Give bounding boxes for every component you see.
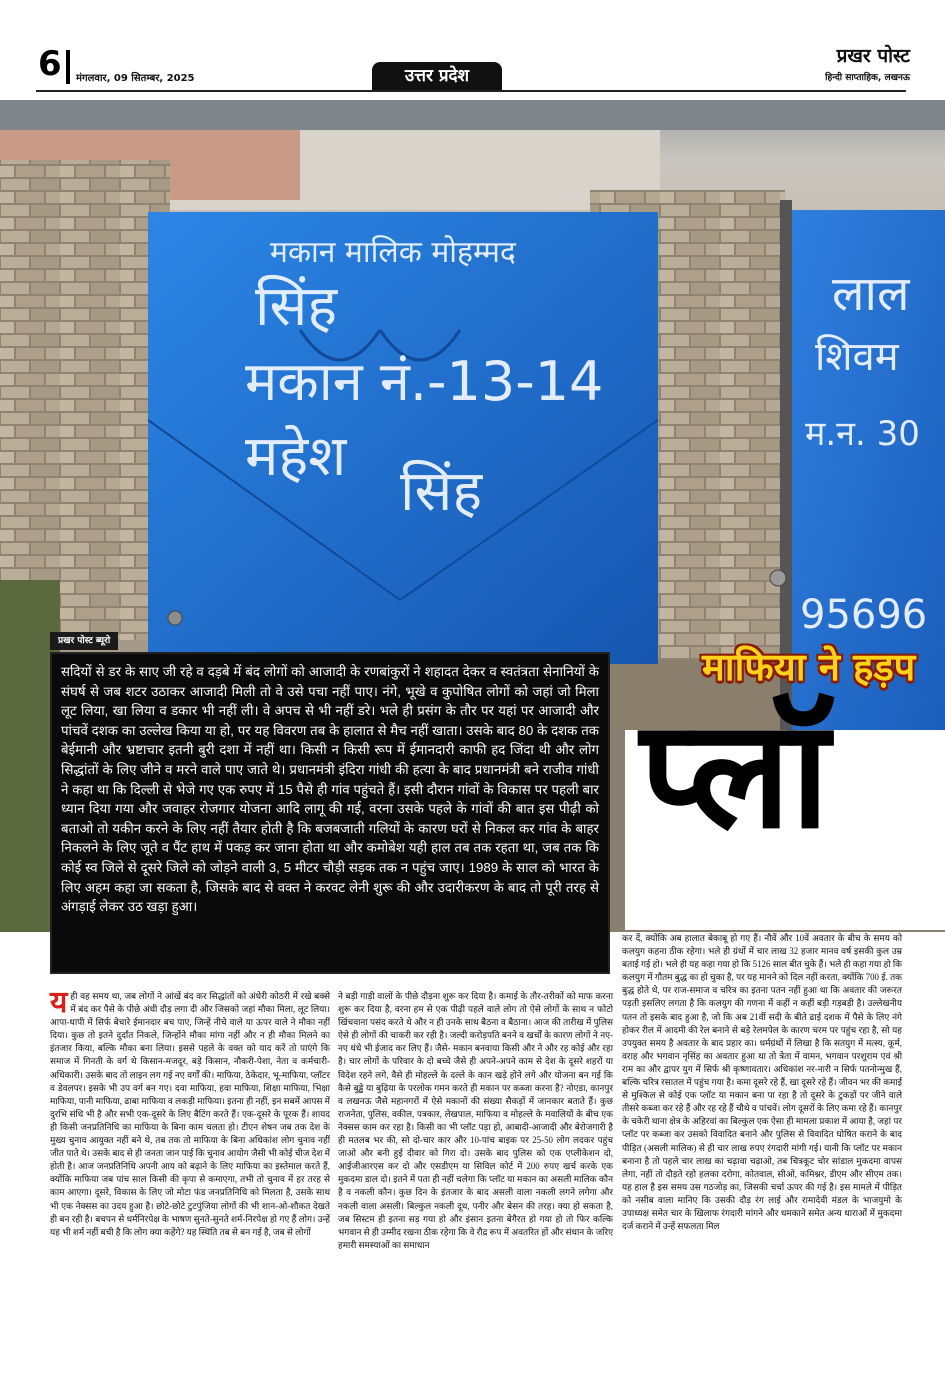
- chalk-right-4: 95696: [800, 592, 928, 638]
- pull-quote-text: सदियों से डर के साए जी रहे व दड़बे में बंद लोगों को आजादी के रणबांकुरों ने शहादत देकर व स्वतंत्रता सेनानियों के संघर्ष से जब शटर उठाकर आजादी मिली तो वे उसे पचा नहीं पाए। नंगे, भूखे व कुपोषित लोगों को जहां जो मिला लूट लिया, खा लिया व डकार भी नहीं ली। वे अपच से भी नहीं डरे। भले ही प्रसंग के तौर पर यहां पर आजादी और पांचवें दशक का उल्लेख किया या हो, पर यह विवरण तब के हालात से मैच नहीं खाता। उसके बाद 80 के दशक तक बेईमानी और भ्रष्टाचार इतनी बुरी दशा में नहीं था। किसी न किसी रूप में ईमानदारी काफी हद जिंदा थी और लोग सिद्धांतों के लिए जीने व मरने वाले पाए जाते थे। प्रधानमंत्री इंदिरा गांधी की हत्या के बाद प्रधानमंत्री बने राजीव गांधी ने कहा था कि दिल्ली से भेजे गए एक रुपए में 15 पैसे ही गांव पहुंचते हैं। इसी दौरान गांवों के विकास पर पहली बार ध्यान दिया गया और जवाहर रोजगार योजना आदि लागू की गई, वरना उसके पहले के गांवों की बात इस पीढ़ी को बताओ तो यकीन करने के लिए नहीं तैयार होती है कि बजबजाती गलियों के कारण घरों से निकल कर गांव के बाहर निकलने के लिए जूते व पैंट हाथ में पकड़ कर जाना होता था और कमोबेश यही हाल तब तक रहता था, जब तक कि कोई स्व जिले से दूसरे जिले को जोड़ने वाली 3, 5 मीटर चौड़ी सड़क तक न पहुंच जाए। 1989 के साल को भारत के लिए अहम कहा जा सकता है, जिसके बाद से वक्त ने करवट लेनी शुरू की और उदारीकरण के बाद तो पूरी तरह से अंगड़ाई लेकर उठ खड़ा हुआ।: [61, 664, 599, 915]
- padlock-icon: [770, 570, 786, 586]
- issue-date: मंगलवार, 09 सितम्बर, 2025: [76, 73, 195, 84]
- chalk-line-2: सिंह: [255, 274, 338, 339]
- article-column-3: [622, 932, 902, 1360]
- headline-line-2: प्लॉ: [640, 688, 830, 862]
- page-number: 6: [38, 44, 61, 84]
- article-column-2: [338, 990, 613, 1360]
- photo-credit: प्रखर पोस्ट ब्यूरो: [50, 632, 118, 650]
- chalk-line-5: सिंह: [400, 459, 483, 524]
- brick-wall-left: [0, 160, 170, 640]
- chalk-right-1: लाल: [832, 266, 910, 322]
- newspaper-subtitle: हिन्दी साप्ताहिक, लखनऊ: [825, 73, 910, 83]
- page-header: [0, 0, 945, 100]
- blue-door-left: [148, 212, 658, 664]
- header-rule: [36, 90, 906, 92]
- page-number-divider: [66, 50, 70, 84]
- chalk-line-1: मकान मालिक मोहम्मद: [270, 235, 516, 270]
- newspaper-name: प्रखर पोस्ट: [836, 45, 910, 67]
- article-column-2-text: ने बड़ी गाड़ी वालों के पीछे दौड़ना शुरू कर दिया है। कमाई के तौर-तरीकों को माफ करना शुरू कर दिया है, वरना हम से एक पीढ़ी पहले वाले लोग तो ऐसे लोगों के साथ न फोटो खिंचवाना पसंद करते थे और न ही उनके साथ बैठना व बैठाना। आज की तारीख में पुलिस ऐसे ही लोगों की चाकरी कर रही है। जल्दी करोड़पति बनने व खर्चों के कारण लोगों ने नए-नए धंधे भी ईजाद कर लिए हैं। जैसे- मकान बनवाया किसी और ने और रह कोई और रहा है। चार लोगों के परिवार के दो बच्चे जैसे ही अपने-अपने काम से देश के दूसरे शहरों या विदेश रहने लगे, वैसे ही मोहल्ले के दल्ले के कान खड़े होने लगे और योजना बन गई कि कैसे बुड्ढे या बुढ़िया के परलोक गमन करते ही मकान पर कब्जा करना है? नोएडा, कानपुर व लखनऊ जैसे महानगरों में ऐसे मकानों की संख्या सैकड़ों में जानकार बताते हैं। कुछ राजनेता, पुलिस, वकील, पत्रकार, लेखपाल, माफिया व मोहल्ले के मवालियों के बीच एक नेक्सस काम कर रहा है। किसी का भी प्लॉट पड़ा हो, आबादी-आजादी और बेरोजगारी है ही मतलब भर की, सो दो-चार कार और 10-पांच बाइक पर 25-50 लोग लदकर पहुंच जाओ और बनी हुई दीवार को गिरा दो। उसके बाद पुलिस को एक एप्लीकेशन दो, आईजीआरएस कर दो और एसडीएम या सिविल कोर्ट में 200 रुपए खर्च करके एक मुकदमा डाल दो। इतने में पता ही नहीं चलेगा कि प्लॉट या मकान का असली मालिक कौन है व नकली कौन। कुछ दिन के इंतजार के बाद असली वाला नकली लगने लगेगा और नकली वाला असली। बिल्कुल नकली दूध, पनीर और बेसन की तरह। क्या हो सकता है, जब सिस्टम ही इतना सड़ गया हो और इंसान इतना बेगैरत हो गया हो तो फिर कल्कि भगवान से ही उम्मीद रखना ठीक रहेगा कि वे रौद्र रूप में अवतरित हों और संधान के जरिए हमारी समस्याओं का समाधान: [338, 991, 613, 1250]
- article-column-3-text: कर दें, क्योंकि अब हालात बेकाबू हो गए हैं। नौवें और 10वें अवतार के बीच के समय को कलयुग कहना ठीक रहेगा। भले ही ग्रंथों में चार लाख 32 हजार मानव वर्ष इसकी कुल उम्र बताई गई हो। भले ही यह कहा गया हो कि 5126 साल बीत चुके हैं। भले ही कहा गया हो कि कलयुग में गौतम बुद्ध का हो चुका है, पर यह मानने को दिल नहीं करता, क्योंकि 700 ई. तक बुद्ध होते थे, पर राज-समाज व चरित्र का इतना पतन नहीं हुआ था कि अवतार की जरूरत पड़ती इसलिए लगता है कि कलयुग की गणना में कहीं न कहीं बड़ी गड़बड़ी है। उल्लेखनीय पतन तो इसके बाद हुआ है, जो कि अब 21वीं सदी के बीते ढाई दशक में पैसे के लिए नंगे होकर रील में आदमी की रेल बनाने से बड़े रेलमपेल के कारण चरम पर पहुंच रहा है, सो यह उपयुक्त समय है अवतार के बाद प्रहार का। धर्मग्रंथों में लिखा है कि सतयुग में मत्स्य, कूर्म, वराह और भगवान नृसिंह का अवतार हुआ था तो त्रेता में वामन, भगवान परशुराम एवं श्री राम का और द्वापर युग में सिर्फ श्री कृष्णावतार। अधिकांश नर-नारी न सिर्फ पतनोन्मुख हैं, बल्कि चरित्र रसातल में पहुंच गया है। कमा दूसरे रहे हैं, खा दूसरे रहे हैं। जीवन भर की कमाई से मुश्किल से कोई एक प्लॉट या मकान बना पा रहा है तो दूसरे के टुकड़ों पर जीने वाले तीसरे कब्जा कर रहे हैं और रह रहे हैं चौथे व पांचवें। लोग दूसरों के लिए कमा रहे हैं। कानपुर के चकेरी थाना क्षेत्र के अहिरवां का बिल्कुल एक ऐसा ही मामला प्रकाश में आया है, जहां पर प्लॉट पर कब्जा कर उसको विवादित बनाने और पुलिस से विवादित घोषित कराने के बाद पीड़ित (असली मालिक) से ही चार लाख रुपए रंगदारी मांगी गई। यानी कि प्लॉट पर मकान बनाना है तो पहले चार लाख का चढ़ावा चढ़ाओ, तब चित्रकूट चोर सांडाल मुकदमा वापस लेगा, नहीं तो दौड़ते रहो हलका दरोगा, कोतवाल, सीओ, कमिश्नर, डीएम और सीएम तक। यह हाल है इस समय उस गठजोड़ का, जिसकी चर्चा ऊपर की गई है। इस मामले में पीड़ित को नसीब वाला मानिए कि उसकी दौड़ रंग लाई और रामादेवी मंडल के भाजयुमो के उपाध्यक्ष समेत चार के खिलाफ रंगदारी मांगने और धमकाने समेत अन्य धाराओं में मुकदमा दर्ज कराने में उन्हें सफलता मिल: [622, 933, 902, 1232]
- chalk-right-3: म.न. 30: [805, 414, 920, 454]
- article-column-1-text: ही वह समय था, जब लोगों ने आंखें बंद कर सिद्धांतों को अंधेरी कोठरी में रखे बक्से में बंद कर पैसे के पीछे अंधी दौड़ लगा दी और जिसको जहां मौका मिला, लूट लिया। आपा-धापी में सिर्फ बेचारे ईमानदार बच पाए, जिन्हें नीचे वाले या ऊपर वाले ने मौका नहीं दिया। कुछ तो इतने दुर्दांत निकले, जिन्होंने मौका मांगा नहीं और न ही मौका मिलने का इंतजार किया, बल्कि मौका बना लिया। इससे पहले के वक्त को याद करें तो पाएंगे कि समाज में गिनती के वर्ग थे किसान-मजदूर, बड़े किसान, नौकरी-पेशा, नेता व कर्मचारी-अधिकारी। उसके बाद तो लाइन लग गई नए वर्गों की। माफिया, ठेकेदार, भू-माफिया, प्लॉटर व डेवलपर। इसके भी उप वर्ग बन गए। दवा माफिया, हवा माफिया, शिक्षा माफिया, भिक्षा माफिया, पानी माफिया, ढाबा माफिया व लकड़ी माफिया। इतना ही नहीं, इन सबमें आपस में दुरभि संधि भी है और सभी एक-दूसरे के लिए बैटिंग करते हैं। एक-दूसरे के पूरक हैं। शायद ही किसी जनप्रतिनिधि का माफिया के बिना काम चलता हो। टीएन शेषन जब तक देश के मुख्य चुनाव आयुक्त नहीं बने थे, तब तक तो माफिया के बिना अधिकांश लोग चुनाव नहीं जीत पाते थे। उसके बाद से ही जनता जान पाई कि चुनाव आयोग जैसी भी कोई चीज देश में होती है। आज जनप्रतिनिधि अपनी आय को बढ़ाने के लिए माफिया का इस्तेमाल करते हैं, क्योंकि माफिया जब पांच साल किसी की कृपा से कमाएगा, तभी तो चुनाव में हर तरह से काम आएगा। दूसरे, विकास के लिए जो मोटा फंड जनप्रतिनिधि को मिलता है, उसके साथ भी एक नेक्सस का उदय हुआ है। छोटे-छोटे टुटपुंजिया लोगों की भी शान-ओ-शौकत देखते ही बन रही है। बचपन से धर्मनिरपेक्ष के भाषण सुनते-सुनते शर्म-निरपेक्ष हो गए हैं लोग। उन्हें यह भी शर्म नहीं बची है कि लोग क्या कहेंगे? यह स्थिति तब से बन गई है, जब से लोगों: [50, 991, 330, 1237]
- headline-line-1: माफिया ने हड़प: [702, 645, 916, 689]
- article-column-1: [50, 985, 330, 1360]
- pull-quote-box: [50, 652, 610, 974]
- chalk-line-4: महेश: [245, 424, 347, 489]
- lock-icon: [168, 611, 182, 625]
- roof-beam: [0, 100, 945, 130]
- chalk-right-2: शिवम: [815, 334, 899, 380]
- section-tab: उत्तर प्रदेश: [372, 62, 502, 90]
- chalk-line-3: मकान नं.-13-14: [245, 350, 604, 413]
- drop-cap: य: [50, 985, 68, 1020]
